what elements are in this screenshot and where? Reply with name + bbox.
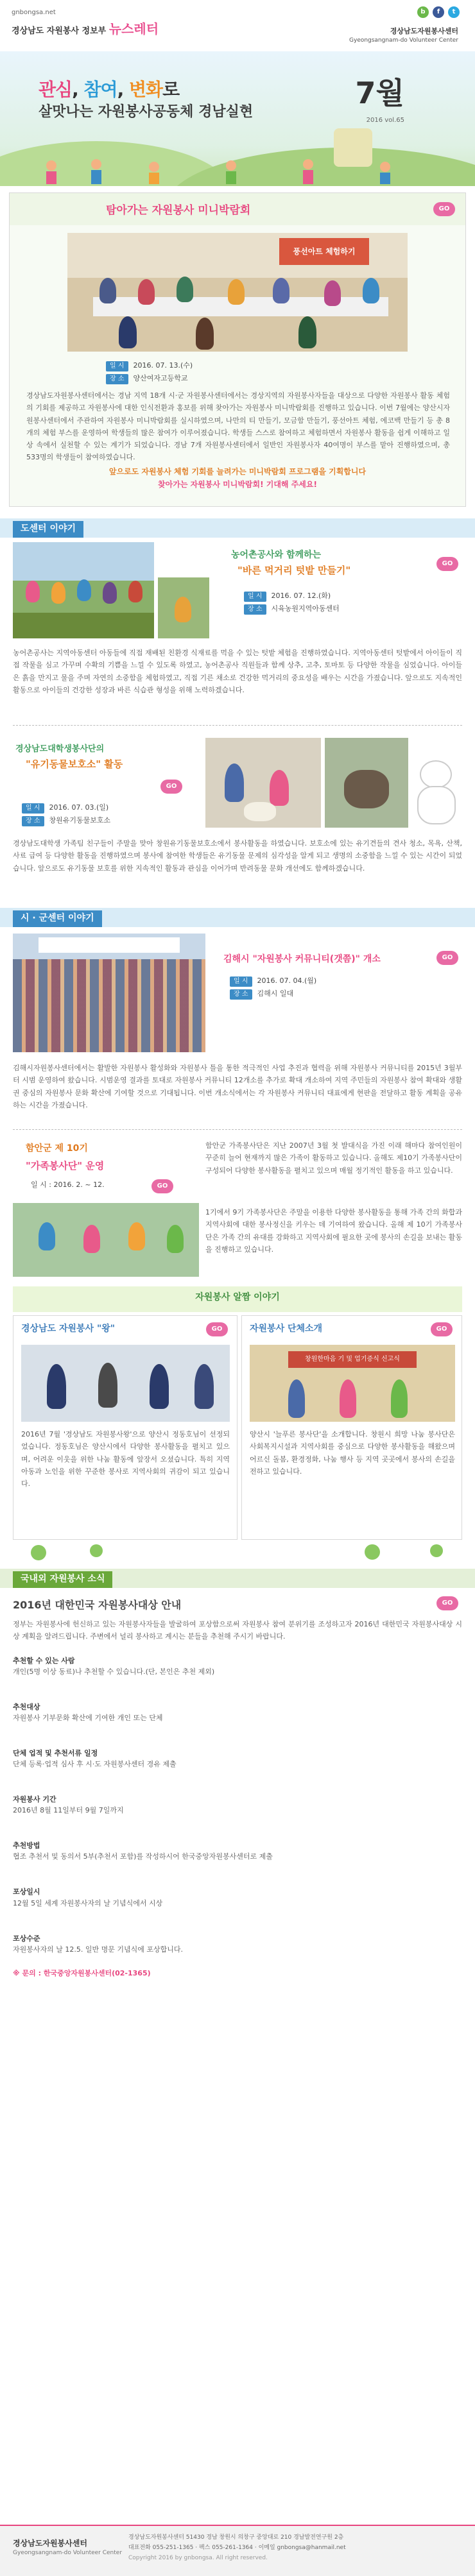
section-header-center xyxy=(0,518,475,538)
twitter-icon[interactable]: t xyxy=(448,6,460,18)
group-intro-body: 양산시 '늘푸른 봉사단'을 소개합니다. 창원시 희망 나눔 봉사단은 사회복지시설과 지역사회를 중심으로 다양한 봉사활동을 해왔으며 어르신 돌봄, 환경정화, 나눔 행사 등 지역 곳곳에서 봉사의 손길을 전하고 있습니다. xyxy=(250,1430,455,1476)
national-item: 추천방법 협조 추천서 및 동의서 5부(추천서 포함)를 작성하시어 한국중앙자원봉사센터로 제출 xyxy=(13,1841,273,1861)
section-title-city: 시 · 군센터 이야기 xyxy=(13,910,102,927)
city-place: 장 소 김해시 일대 xyxy=(230,988,293,1000)
tree-decoration xyxy=(13,1543,462,1562)
center-go-button[interactable]: GO xyxy=(436,557,458,571)
uni-go-button[interactable]: GO xyxy=(160,780,182,794)
footer-logo: 경상남도자원봉사센터 xyxy=(13,2539,87,2548)
newsletter-title: 뉴스레터 xyxy=(108,21,159,37)
social-icons xyxy=(417,6,460,18)
issue-volume: 2016 vol.65 xyxy=(366,117,404,124)
feature-body: 경상남도자원봉사센터에서는 경남 지역 18개 시·군 자원봉사센터에서는 경상지역의 자원봉사자들을 대상으로 다양한 자원봉사 활동 체험의 기회를 제공하고 자원봉사에 대한 인식전환과 홍보를 위해 찾아가는 자원봉사 미니박람회를 진행하고 있습니다. 이번 7월에는 양산시자원봉사센터에서 주관하여 자원봉사 미니박람회를 실시하였으며, 나만의 티 만들기, 모금함 만들기, 풍선아트 체험, 에코백 만들기 등 총 8개의 체험 부스를 운영하여 학생들의 많은 참여가 이루어졌습니다. 학생들 스스로 참여하고 체험하면서 자원봉사 활동을 쉽게 이해하고 일상 속에서 실천할 수 있는 계기가 되었습니다. 경남 7개 자원봉사센터에서 일반인 자원봉사자 40여명이 부스를 맡아 진행하였으며, 총 533명의 학생들이 참여하였습니다. xyxy=(26,391,450,462)
uni-head: 경상남도대학생봉사단의 xyxy=(15,744,105,754)
feature-place: 장 소 양산여자고등학교 xyxy=(106,373,188,384)
hero-slogan: 관심, 참여, 변화로 xyxy=(39,79,180,100)
city-photo xyxy=(13,934,205,1052)
group-intro-card xyxy=(241,1315,462,1540)
small-stories-banner: 자원봉사 알짬 이야기 xyxy=(195,1292,280,1302)
group-intro-photo xyxy=(250,1345,455,1422)
feature-title: 탐아가는 자원봉사 미니박람회 xyxy=(106,204,251,217)
center-logo-title: 경상남도자원봉사센터 xyxy=(390,27,458,35)
uni-head-2: "유기동물보호소" 활동 xyxy=(26,758,123,770)
feature-photo xyxy=(67,233,408,352)
dog-illustration xyxy=(411,754,462,828)
national-item: 포상수준 자원봉사자의 날 12.5. 일반 명문 기념식에 포상합니다. xyxy=(13,1934,183,1954)
national-item: 추천할 수 있는 사람 개인(5명 이상 동료)나 추천할 수 있습니다.(단, 본인은 추천 제외) xyxy=(13,1657,215,1676)
volunteer-king-go-button[interactable]: GO xyxy=(206,1322,228,1336)
header xyxy=(0,0,475,51)
group-intro-sign: 창원한마음 기 및 업기증식 신고식 xyxy=(288,1351,417,1368)
section-title-center: 도센터 이야기 xyxy=(13,521,83,538)
haman-go-button[interactable]: GO xyxy=(151,1179,173,1193)
feature-date: 일 시 2016. 07. 13.(수) xyxy=(106,360,193,371)
haman-head-2: "가족봉사단" 운영 xyxy=(26,1160,105,1172)
group-intro-title: 자원봉사 단체소개 xyxy=(250,1324,323,1334)
national-item: 추천대상 자원봉사 기부문화 확산에 기여한 개인 또는 단체 xyxy=(13,1703,163,1723)
footer-logo-sub: Gyeongsangnam-do Volunteer Center xyxy=(13,2550,123,2556)
center-head: 농어촌공사와 함께하는 xyxy=(231,550,322,560)
national-items xyxy=(13,1655,462,1979)
footer-contact: 대표전화 055-251-1365 · 팩스 055-261-1364 · 이메일 gnbongsa@hanmail.net xyxy=(128,2545,346,2551)
site-url[interactable]: gnbongsa.net xyxy=(12,9,56,16)
hero-banner xyxy=(0,51,475,186)
city-body: 김해시자원봉사센터에서는 활발한 자원봉사 활성화와 자원봉사 틀을 통한 적극적인 사업 추진과 협력을 위해 자원봉사 커뮤니티를 2015년 3월부터 시범 운영하여 왔습니다. 시범운영 결과를 토대로 자원봉사 커뮤니티 12개소를 추가로 확대 개소하여 지역 주민들의 자원봉사 참여 확대와 생활권 중심의 자원봉사 문화 확산에 기여할 것으로 기대됩니다. 이번 개소식에서는 각 자원봉사 커뮤니티 대표에게 현판을 전달하고 활동 계획을 공유하는 시간을 가졌습니다. xyxy=(13,1064,462,1109)
volunteer-people-illustration xyxy=(26,154,449,186)
section-header-national xyxy=(0,1569,475,1588)
section-title-national: 국내외 자원봉사 소식 xyxy=(13,1571,112,1588)
volunteer-king-title: 경상남도 자원봉사 "왕" xyxy=(21,1324,116,1334)
volunteer-king-card xyxy=(13,1315,238,1540)
volunteer-king-photo xyxy=(21,1345,230,1422)
uni-photo-1 xyxy=(205,738,321,828)
hero-subtitle: 살맛나는 자원봉사공동체 경남실현 xyxy=(39,104,254,120)
footer-address: 경상남도자원봉사센터 51430 경남 창원시 의창구 중앙대로 210 경남발전연구원 2층 xyxy=(128,2534,344,2541)
haman-date: 일 시 : 2016. 2. ~ 12. xyxy=(31,1181,105,1189)
org-name: 경상남도 자원봉사 정보부 xyxy=(12,26,107,36)
city-date: 일 시 2016. 07. 04.(월) xyxy=(230,975,316,987)
center-head-2: "바른 먹거리 텃밭 만들기" xyxy=(238,565,351,576)
uni-place: 장 소 창원유기동물보호소 xyxy=(22,815,110,826)
uni-body: 경상남도대학생 가족팀 친구들이 주말을 맞아 창원유기동물보호소에서 봉사활동을 하였습니다. 보호소에 있는 유기견들의 견사 청소, 목욕, 산책, 사료 급여 등 다양한 활동을 진행하였으며 봉사에 참여한 학생들은 유기동물 문제의 심각성을 알게 되고 생명의 소중함을 느낄 수 있는 시간이 되었습니다. 앞으로도 유기동물 보호를 위한 지속적인 활동과 관심을 이어가며 반려동물 문화 개선에도 함께하겠습니다. xyxy=(13,839,462,873)
national-item: 자원봉사 기간 2016년 8월 11일부터 9월 7일까지 xyxy=(13,1795,124,1815)
footer-copyright: Copyright 2016 by gnbongsa. All right reserved. xyxy=(128,2555,268,2561)
national-item: 포상일시 12월 5일 세계 자원봉사자의 날 기념식에서 시상 xyxy=(13,1888,163,1907)
issue-month: 7월 xyxy=(355,76,404,110)
feature-closing-2: 찾아가는 자원봉사 미니박람회! 기대해 주세요! xyxy=(158,480,317,489)
volunteer-king-body: 2016년 7월 '경상남도 자원봉사왕'으로 양산시 정동호님이 선정되었습니다. 정동호님은 양산시에서 다양한 봉사활동을 펼치고 있으며, 어려운 이웃을 위한 나눔 활동에 앞장서 오셨습니다. 특히 지역 아동과 노인을 위한 꾸준한 봉사로 지역사회의 귀감이 되고 있습니다. xyxy=(21,1430,230,1488)
blog-icon[interactable]: b xyxy=(417,6,429,18)
national-intro: 정부는 자원봉사에 헌신하고 있는 자원봉사자들을 발굴하여 포상함으로써 자원봉사 참여 분위기를 조성하고자 2016년 대한민국 자원봉사대상 시상 계획을 알려드립니다. 주변에서 널리 봉사하고 계시는 분들을 추천해 주시기 바랍니다. xyxy=(13,1620,462,1641)
center-place: 장 소 시육농원지역아동센터 xyxy=(244,603,340,615)
center-logo[interactable] xyxy=(349,26,458,46)
haman-photo xyxy=(13,1203,199,1277)
uni-date: 일 시 2016. 07. 03.(일) xyxy=(22,802,108,814)
feature-closing-1: 앞으로도 자원봉사 체험 기회를 늘려가는 미니박람회 프로그램을 기획합니다 xyxy=(108,467,367,476)
feature-go-button[interactable]: GO xyxy=(433,202,455,216)
center-photo xyxy=(13,542,154,638)
national-go-button[interactable]: GO xyxy=(436,1596,458,1610)
national-item: 단체 업적 및 추천서류 일정 단체 등록·업적 심사 후 시·도 자원봉사센터 경유 제출 xyxy=(13,1749,177,1769)
footer xyxy=(0,2525,475,2576)
center-body: 농어촌공사는 지역아동센터 아동들에 직접 재배된 친환경 식재료를 먹을 수 있는 텃밭 체험을 진행하였습니다. 지역아동센터 텃밭에서 아이들이 직접 작물을 심고 가꾸며 수확의 기쁨을 느낄 수 있도록 하였고, 농어촌공사 직원들과 함께 상추, 고추, 토마토 등 다양한 작물을 심었습니다. 아이들은 흙을 만지고 물을 주며 자연의 소중함을 체험하였고, 직접 기른 채소로 건강한 먹거리의 중요성을 배우는 시간을 가졌습니다. 앞으로도 지속적인 활동으로 아이들의 건강한 성장과 바른 식습관 형성을 위해 노력하겠습니다. xyxy=(13,649,462,694)
haman-body-1: 함안군 가족봉사단은 지난 2007년 3월 첫 발대식을 가진 이래 해마다 참여인원이 꾸준히 늘어 현재까지 많은 가족이 활동하고 있습니다. 올해도 제10기 가족봉사단이 구성되어 다양한 봉사활동을 펼치고 있으며 매월 정기적인 활동을 하고 있습니다. xyxy=(205,1141,462,1175)
section-header-city xyxy=(0,908,475,927)
uni-photo-2 xyxy=(325,738,408,828)
city-go-button[interactable]: GO xyxy=(436,951,458,965)
feature-article xyxy=(9,192,466,507)
facebook-icon[interactable]: f xyxy=(433,6,444,18)
newsletter-brand xyxy=(12,19,159,39)
national-foot: ※ 문의 : 한국중앙자원봉사센터(02-1365) xyxy=(13,1968,151,1977)
group-intro-go-button[interactable]: GO xyxy=(431,1322,453,1336)
haman-body-2: 1기에서 9기 가족봉사단은 주말을 이용한 다양한 봉사활동을 통해 가족 간의 화합과 지역사회에 대한 봉사정신을 키우는 데 기여하여 왔습니다. 올해 제 10기 가족봉사단은 가족 간의 유대를 강화하고 지역사회에 필요한 곳에 봉사의 손길을 보내는 활동을 진행하고 있습니다. xyxy=(205,1208,462,1254)
center-photo-small xyxy=(158,577,209,638)
city-head: 김해시 "자원봉사 커뮤니티(갯쯤)" 개소 xyxy=(223,954,381,964)
feature-photo-sign: 풍선아트 체험하기 xyxy=(279,238,369,265)
national-head: 2016년 대한민국 자원봉사대상 안내 xyxy=(13,1599,182,1611)
center-date: 일 시 2016. 07. 12.(화) xyxy=(244,590,331,602)
haman-head: 함안군 제 10기 xyxy=(26,1143,88,1154)
center-logo-subtitle: Gyeongsangnam-do Volunteer Center xyxy=(349,37,458,44)
